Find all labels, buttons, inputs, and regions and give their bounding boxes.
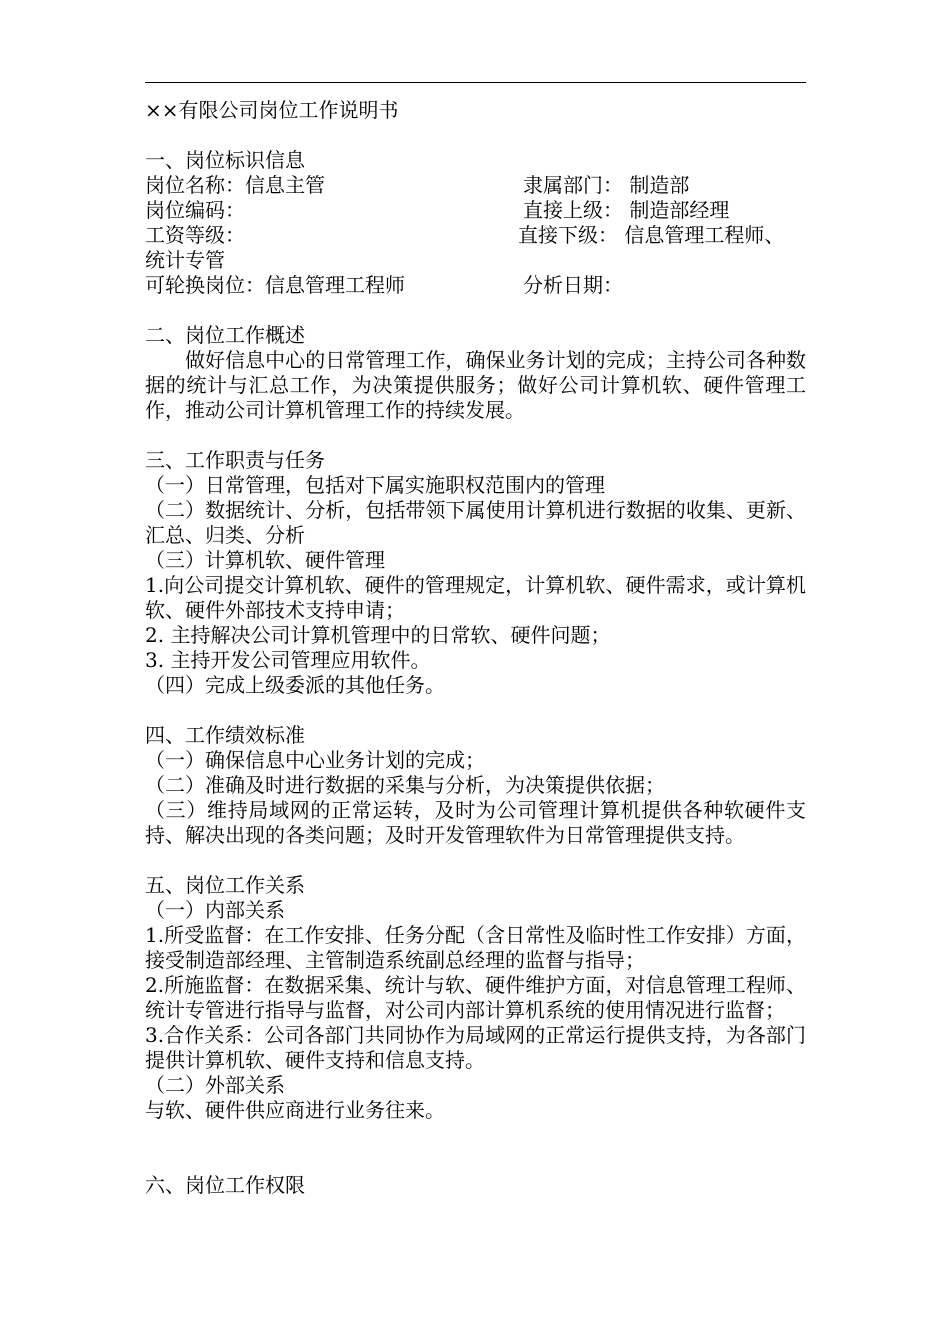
performance-item: （三）维持局域网的正常运转，及时为公司管理计算机提供各种软硬件支持、解决出现的各类问题；及时开发管理软件为日常管理提供支持。 bbox=[145, 798, 806, 847]
direct-superior: 直接上级： 制造部经理 bbox=[523, 198, 730, 222]
direct-subordinate-continued: 统计专管 bbox=[145, 248, 225, 272]
duty-item: （一）日常管理，包括对下属实施职权范围内的管理 bbox=[145, 473, 605, 497]
duty-item: （三）计算机软、硬件管理 bbox=[145, 548, 385, 572]
section-4-heading: 四、工作绩效标准 bbox=[145, 723, 305, 747]
department: 隶属部门： 制造部 bbox=[523, 173, 690, 197]
document-body bbox=[145, 98, 806, 1198]
info-row-2 bbox=[145, 198, 806, 223]
position-code: 岗位编码： bbox=[145, 198, 245, 222]
section-1-heading: 一、岗位标识信息 bbox=[145, 148, 305, 172]
duty-item: 2. 主持解决公司计算机管理中的日常软、硬件问题； bbox=[145, 623, 611, 647]
relation-item: （二）外部关系 bbox=[145, 1073, 285, 1097]
info-row-3 bbox=[145, 223, 806, 248]
duty-item: 3. 主持开发公司管理应用软件。 bbox=[145, 648, 431, 672]
section-2-heading: 二、岗位工作概述 bbox=[145, 323, 305, 347]
relation-item: 1.所受监督：在工作安排、任务分配（含日常性及临时性工作安排）方面，接受制造部经理、主管制造系统副总经理的监督与指导； bbox=[145, 923, 806, 972]
section-5-heading: 五、岗位工作关系 bbox=[145, 873, 305, 897]
duty-item: （二）数据统计、分析，包括带领下属使用计算机进行数据的收集、更新、汇总、归类、分析 bbox=[145, 498, 806, 547]
analysis-date: 分析日期： bbox=[523, 273, 623, 297]
summary-paragraph: 做好信息中心的日常管理工作，确保业务计划的完成；主持公司各种数据的统计与汇总工作，为决策提供服务；做好公司计算机软、硬件管理工作，推动公司计算机管理工作的持续发展。 bbox=[145, 348, 806, 422]
relation-item: 2.所施监督：在数据采集、统计与软、硬件维护方面，对信息管理工程师、统计专管进行指导与监督，对公司内部计算机系统的使用情况进行监督； bbox=[145, 973, 806, 1022]
section-6-heading: 六、岗位工作权限 bbox=[145, 1173, 305, 1197]
info-row-4 bbox=[145, 273, 806, 298]
direct-subordinate: 直接下级： 信息管理工程师、 bbox=[518, 223, 785, 247]
section-3-heading: 三、工作职责与任务 bbox=[145, 448, 325, 472]
duty-item: （四）完成上级委派的其他任务。 bbox=[145, 673, 445, 697]
duty-item: 1.向公司提交计算机软、硬件的管理规定，计算机软、硬件需求，或计算机软、硬件外部技术支持申请； bbox=[145, 573, 806, 622]
document-title: ××有限公司岗位工作说明书 bbox=[145, 98, 399, 122]
salary-grade: 工资等级： bbox=[145, 223, 245, 247]
info-row-1 bbox=[145, 173, 806, 198]
relation-item: 3.合作关系：公司各部门共同协作为局域网的正常运行提供支持，为各部门提供计算机软、硬件支持和信息支持。 bbox=[145, 1023, 806, 1072]
performance-item: （二）准确及时进行数据的采集与分析，为决策提供依据； bbox=[145, 773, 665, 797]
performance-item: （一）确保信息中心业务计划的完成； bbox=[145, 748, 485, 772]
header-rule bbox=[145, 82, 806, 83]
relation-item: 与软、硬件供应商进行业务往来。 bbox=[145, 1098, 445, 1122]
position-name: 岗位名称：信息主管 bbox=[145, 173, 325, 197]
rotation-position: 可轮换岗位：信息管理工程师 bbox=[145, 273, 405, 297]
relation-item: （一）内部关系 bbox=[145, 898, 285, 922]
